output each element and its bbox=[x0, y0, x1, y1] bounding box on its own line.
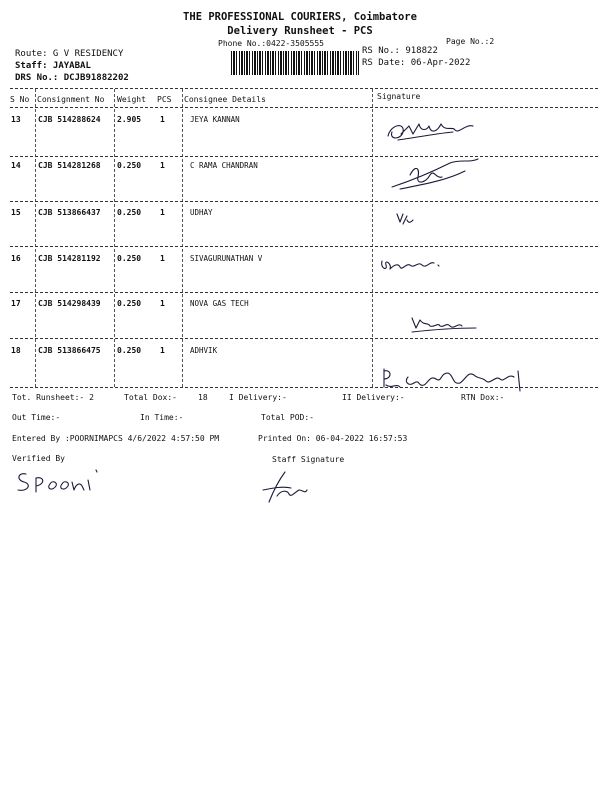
row-pcs: 1 bbox=[160, 208, 165, 217]
company-name: THE PROFESSIONAL COURIERS, Coimbatore bbox=[183, 11, 417, 23]
row-consignment: CJB 513866437 bbox=[38, 208, 101, 217]
row-weight: 0.250 bbox=[117, 346, 142, 355]
row-sno: 16 bbox=[11, 254, 21, 263]
row-pcs: 1 bbox=[160, 115, 165, 124]
drs-number: DRS No.: DCJB91882202 bbox=[15, 73, 129, 83]
rtn-dox: RTN Dox:- bbox=[461, 393, 505, 402]
signature-image bbox=[410, 312, 480, 334]
page-number: Page No.:2 bbox=[446, 37, 495, 46]
out-time: Out Time:- bbox=[12, 413, 61, 422]
total-dox-value: 18 bbox=[198, 393, 208, 402]
col-weight: Weight bbox=[117, 95, 146, 104]
signature-image bbox=[390, 155, 490, 195]
row-consignment: CJB 513866475 bbox=[38, 346, 101, 355]
row-pcs: 1 bbox=[160, 346, 165, 355]
row-rule bbox=[10, 246, 598, 247]
staff-name: Staff: JAYABAL bbox=[15, 61, 91, 71]
row-consignee: UDHAY bbox=[190, 208, 213, 217]
row-pcs: 1 bbox=[160, 254, 165, 263]
total-dox-label: Total Dox:- bbox=[124, 393, 177, 402]
total-pod: Total POD:- bbox=[261, 413, 314, 422]
row-consignment: CJB 514281192 bbox=[38, 254, 101, 263]
row-weight: 0.250 bbox=[117, 299, 142, 308]
row-consignee: JEYA KANNAN bbox=[190, 115, 240, 124]
row-consignee: NOVA GAS TECH bbox=[190, 299, 249, 308]
row-consignee: SIVAGURUNATHAN V bbox=[190, 254, 263, 263]
row-rule bbox=[10, 201, 598, 202]
col-sno: S No bbox=[10, 95, 30, 104]
row-pcs: 1 bbox=[160, 161, 165, 170]
row-rule bbox=[10, 292, 598, 293]
entered-by: Entered By :POORNIMAPCS 4/6/2022 4:57:50 PM bbox=[12, 434, 220, 443]
col-signature: Signature bbox=[377, 92, 421, 101]
row-consignment: CJB 514281268 bbox=[38, 161, 101, 170]
staff-signature-label: Staff Signature bbox=[272, 455, 345, 464]
row-weight: 0.250 bbox=[117, 208, 142, 217]
row-weight: 0.250 bbox=[117, 161, 142, 170]
row-sno: 14 bbox=[11, 161, 21, 170]
total-runsheet: Tot. Runsheet:- 2 bbox=[12, 393, 94, 402]
ii-delivery: II Delivery:- bbox=[342, 393, 405, 402]
rs-date: RS Date: 06-Apr-2022 bbox=[362, 58, 471, 68]
signature-image bbox=[378, 253, 448, 278]
signature-image bbox=[395, 210, 415, 228]
row-consignee: C RAMA CHANDRAN bbox=[190, 161, 258, 170]
row-consignee: ADHVIK bbox=[190, 346, 218, 355]
printed-on: Printed On: 06-04-2022 16:57:53 bbox=[258, 434, 408, 443]
signature-image bbox=[12, 466, 102, 496]
row-pcs: 1 bbox=[160, 299, 165, 308]
col-sep bbox=[182, 89, 183, 387]
row-sno: 18 bbox=[11, 346, 21, 355]
row-sno: 15 bbox=[11, 208, 21, 217]
header-rule bbox=[10, 107, 598, 108]
signature-image bbox=[255, 468, 315, 508]
verified-by-label: Verified By bbox=[12, 454, 65, 463]
row-rule bbox=[10, 338, 598, 339]
i-delivery: I Delivery:- bbox=[229, 393, 287, 402]
in-time: In Time:- bbox=[140, 413, 184, 422]
table-top-rule bbox=[10, 88, 598, 89]
row-consignment: CJB 514288624 bbox=[38, 115, 101, 124]
col-sep bbox=[35, 89, 36, 387]
col-pcs: PCS bbox=[157, 95, 172, 104]
col-sep bbox=[114, 89, 115, 387]
row-rule bbox=[10, 156, 598, 157]
document-title: Delivery Runsheet - PCS bbox=[227, 25, 373, 37]
barcode bbox=[231, 51, 359, 75]
col-consignee: Consignee Details bbox=[184, 95, 266, 104]
col-sep bbox=[372, 89, 373, 387]
row-weight: 2.905 bbox=[117, 115, 142, 124]
row-sno: 13 bbox=[11, 115, 21, 124]
row-weight: 0.250 bbox=[117, 254, 142, 263]
rs-number: RS No.: 918822 bbox=[362, 46, 438, 56]
signature-image bbox=[383, 114, 483, 149]
col-consignment: Consignment No bbox=[37, 95, 105, 104]
row-sno: 17 bbox=[11, 299, 21, 308]
route: Route: G V RESIDENCY bbox=[15, 49, 124, 59]
phone-number: Phone No.:0422-3505555 bbox=[218, 39, 324, 48]
signature-image bbox=[378, 365, 528, 395]
row-consignment: CJB 514298439 bbox=[38, 299, 101, 308]
